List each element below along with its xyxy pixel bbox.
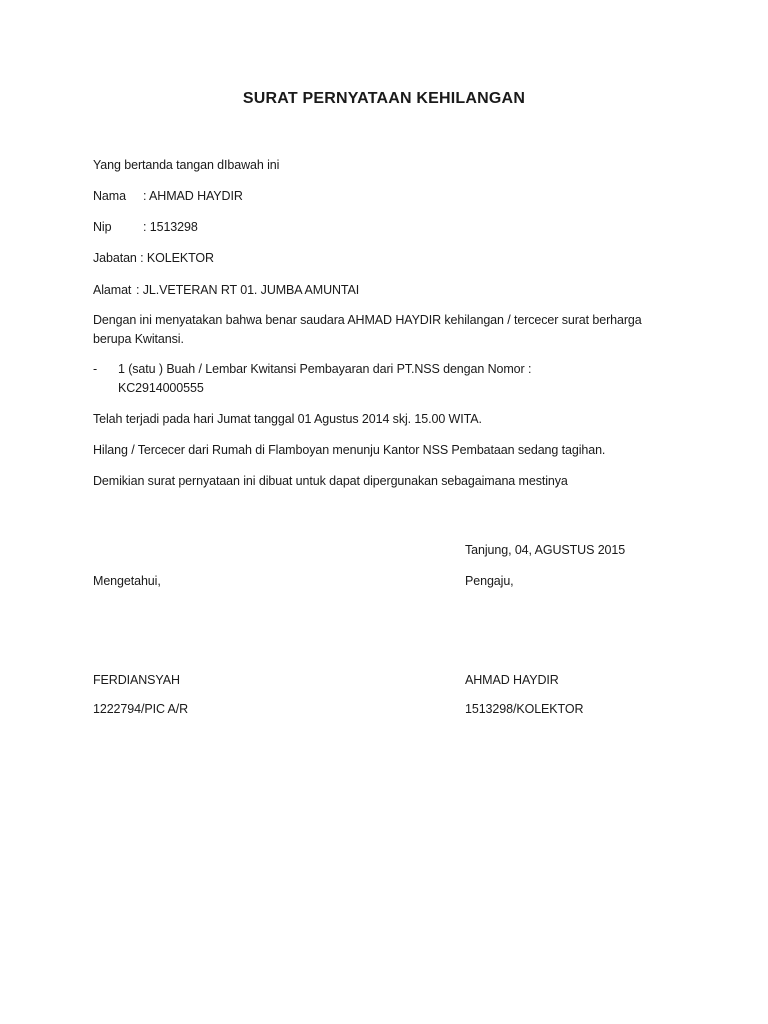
- right-signatory-role: Pengaju,: [465, 574, 514, 588]
- left-signatory-role: Mengetahui,: [93, 574, 161, 588]
- location-text: Hilang / Tercecer dari Rumah di Flamboyan menunju Kantor NSS Pembataan sedang tagihan.: [93, 443, 606, 457]
- bullet-line-2: KC2914000555: [118, 381, 204, 395]
- bullet-dash: -: [93, 362, 98, 376]
- right-signatory-id: 1513298/KOLEKTOR: [465, 702, 584, 716]
- field-jabatan-value: : KOLEKTOR: [140, 251, 214, 265]
- intro-text: Yang bertanda tangan dIbawah ini: [93, 158, 280, 172]
- occurred-text: Telah terjadi pada hari Jumat tanggal 01 Agustus 2014 skj. 15.00 WITA.: [93, 412, 482, 426]
- left-signatory-name: FERDIANSYAH: [93, 673, 180, 687]
- document-title: SURAT PERNYATAAN KEHILANGAN: [242, 90, 526, 107]
- left-signatory-id: 1222794/PIC A/R: [93, 702, 189, 716]
- field-alamat: [93, 283, 131, 297]
- field-nip: [93, 220, 111, 234]
- field-nip-value: : 1513298: [143, 220, 198, 234]
- field-nama-value: : AHMAD HAYDIR: [143, 189, 243, 203]
- statement-line-1: Dengan ini menyatakan bahwa benar saudara AHMAD HAYDIR kehilangan / tercecer surat berharga: [93, 313, 642, 327]
- field-alamat-value: : JL.VETERAN RT 01. JUMBA AMUNTAI: [136, 283, 360, 297]
- closing-text: Demikian surat pernyataan ini dibuat untuk dapat dipergunakan sebagaimana mestinya: [93, 474, 568, 488]
- field-alamat-label: Alamat: [93, 283, 132, 297]
- bullet-line-1: 1 (satu ) Buah / Lembar Kwitansi Pembayaran dari PT.NSS dengan Nomor :: [118, 362, 532, 376]
- right-signatory-name: AHMAD HAYDIR: [465, 673, 559, 687]
- date-place: Tanjung, 04, AGUSTUS 2015: [465, 543, 626, 557]
- field-jabatan-label: Jabatan: [93, 251, 137, 265]
- field-nip-label: Nip: [93, 220, 112, 234]
- field-nama: [93, 189, 126, 203]
- statement-line-2: berupa Kwitansi.: [93, 332, 184, 346]
- field-jabatan: [93, 251, 214, 265]
- field-nama-label: Nama: [93, 189, 126, 203]
